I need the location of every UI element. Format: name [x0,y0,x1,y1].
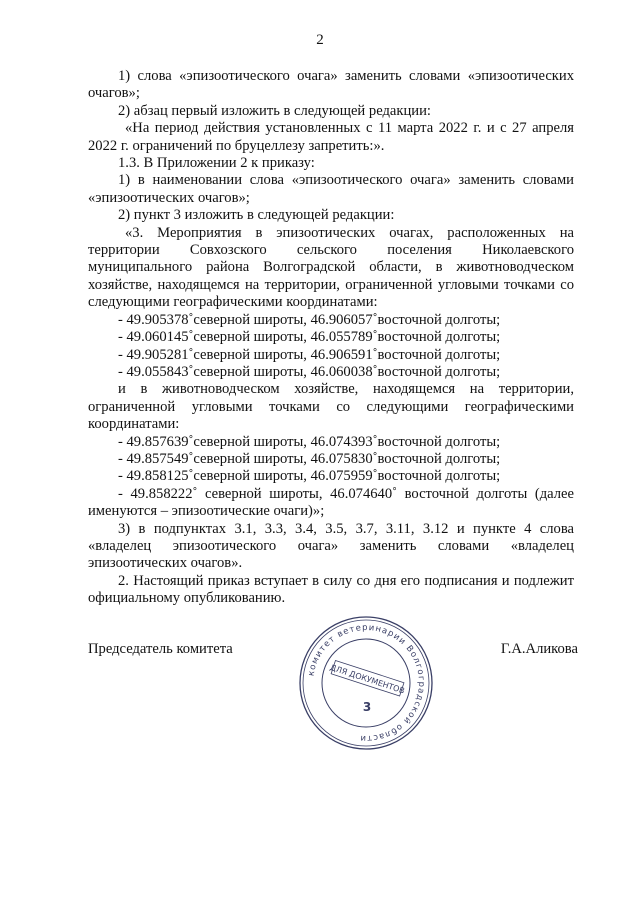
page-number: 2 [316,32,324,48]
paragraph: 2) пункт 3 изложить в следующей редакции: [118,207,395,224]
stamp-ring-text: комитет ветеринарии Волгоградской области [306,622,427,744]
coordinate-item: - 49.060145˚северной широты, 46.055789˚восточной долготы; [118,329,501,346]
coordinate-item: - 49.055843˚северной широты, 46.060038˚восточной долготы; [118,363,501,380]
coordinate-item: - 49.857549˚северной широты, 46.075830˚восточной долготы; [118,450,501,467]
coordinate-item: - 49.905378˚северной широты, 46.906057˚восточной долготы; [118,311,501,328]
paragraph: «3. Мероприятия в эпизоотических очагах, расположенных на территории Совхозского сельского поселения Николаевского муниципального района Волгоградской области, в животноводческом хозяйстве, находящемся на территории, ограниченной угловыми точками со следующими географическими координатами: [88,224,574,311]
paragraph: 3) в подпунктах 3.1, 3.3, 3.4, 3.5, 3.7, 3.11, 3.12 и пункте 4 слова «владелец эпизоотического очага» заменить словами «владелец эпизоотических очагов». [88,520,574,572]
paragraph: 1) слова «эпизоотического очага» заменить словами «эпизоотических очагов»; [88,68,574,102]
coordinate-item: - 49.858125˚северной широты, 46.075959˚восточной долготы; [118,468,501,485]
stamp-seal [296,613,436,753]
paragraph: 2) абзац первый изложить в следующей редакции: [118,102,431,119]
coordinate-item: - 49.857639˚северной широты, 46.074393˚восточной долготы; [118,433,501,450]
stamp-graphic [300,617,432,749]
paragraph: 2. Настоящий приказ вступает в силу со дня его подписания и подлежит официальному опубликованию. [88,572,574,607]
coordinate-item: - 49.905281˚северной широты, 46.906591˚восточной долготы; [118,346,501,363]
paragraph: и в животноводческом хозяйстве, находящемся на территории, ограниченной угловыми точками со следующими географическими координатами: [88,381,574,433]
paragraph: «На период действия установленных с 11 марта 2022 г. и с 27 апреля 2022 г. ограничений по бруцеллезу запретить:». [88,120,574,154]
signature-name: Г.А.Аликова [500,641,578,657]
signature-position: Председатель комитета [88,641,233,657]
stamp-number: 3 [362,700,372,714]
paragraph: 1) в наименовании слова «эпизоотического очага» заменить словами «эпизоотических очагов»; [88,172,574,206]
document-body [88,68,574,608]
paragraph: 1.3. В Приложении 2 к приказу: [118,155,315,172]
stamp-inner-text: ДЛЯ ДОКУМЕНТОВ [328,662,406,696]
coordinate-item: - 49.858222˚ северной широты, 46.074640˚ восточной долготы (далее именуются – эпизоотические очаги)»; [88,485,574,520]
